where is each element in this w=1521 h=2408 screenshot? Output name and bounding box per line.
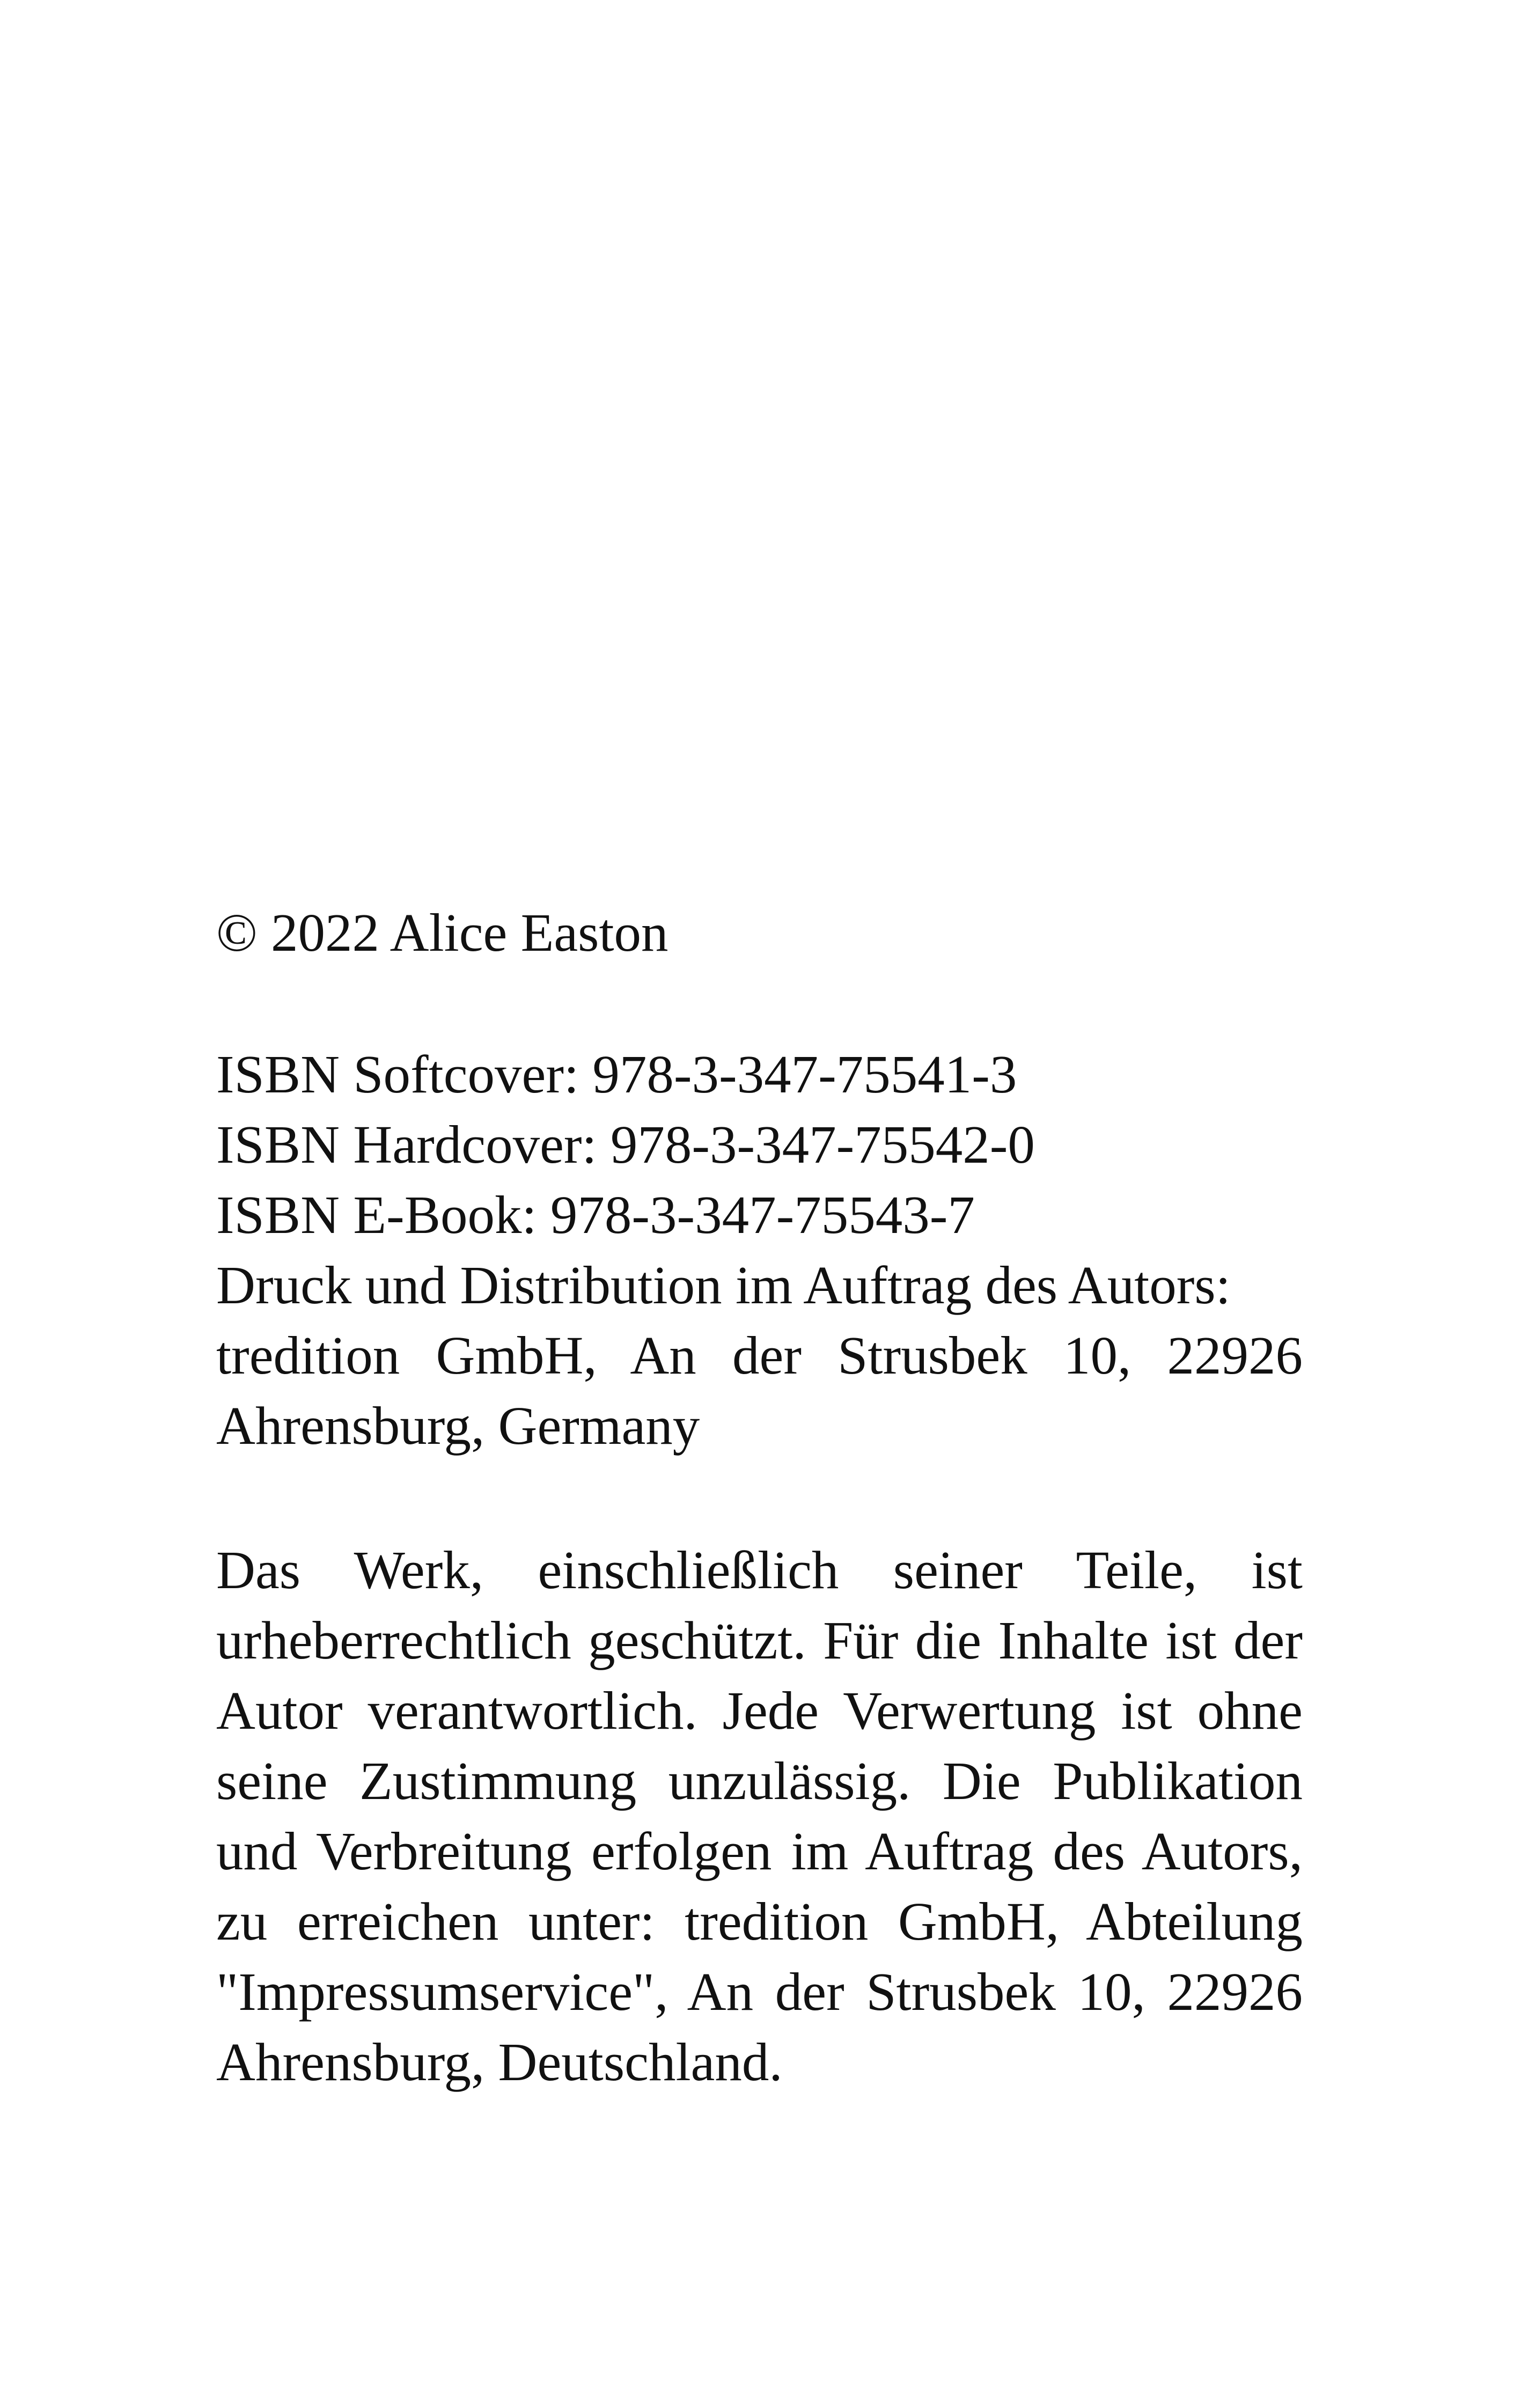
isbn-ebook: ISBN E-Book: 978-3-347-75543-7 bbox=[216, 1185, 975, 1245]
legal-notice-line: und Verbreitung erfolgen im Auftrag des Autors, bbox=[216, 1821, 1303, 1881]
isbn-softcover: ISBN Softcover: 978-3-347-75541-3 bbox=[216, 1044, 1017, 1104]
distribution-statement: Druck und Distribution im Auftrag des Autors: bbox=[216, 1255, 1231, 1315]
legal-notice-line: zu erreichen unter: tredition GmbH, Abteilung bbox=[216, 1891, 1303, 1951]
legal-notice-line: "Impressumservice", An der Strusbek 10, 22926 bbox=[216, 1962, 1303, 2022]
isbn-hardcover: ISBN Hardcover: 978-3-347-75542-0 bbox=[216, 1114, 1035, 1174]
isbn-and-distribution bbox=[216, 1039, 1303, 1461]
copyright-line: © 2022 Alice Easton bbox=[216, 902, 668, 963]
legal-notice-line: seine Zustimmung unzulässig. Die Publikation bbox=[216, 1751, 1303, 1811]
legal-notice bbox=[216, 1535, 1303, 2097]
legal-notice-line: Autor verantwortlich. Jede Verwertung ist ohne bbox=[216, 1680, 1303, 1741]
publisher-address-line: tredition GmbH, An der Strusbek 10, 22926 bbox=[216, 1325, 1303, 1385]
publisher-address-line: Ahrensburg, Germany bbox=[216, 1396, 700, 1456]
legal-notice-line: Das Werk, einschließlich seiner Teile, ist bbox=[216, 1540, 1303, 1600]
copyright-notice bbox=[216, 898, 1303, 968]
legal-notice-line: Ahrensburg, Deutschland. bbox=[216, 2032, 783, 2092]
legal-notice-line: urheberrechtlich geschützt. Für die Inhalte ist der bbox=[216, 1610, 1303, 1670]
